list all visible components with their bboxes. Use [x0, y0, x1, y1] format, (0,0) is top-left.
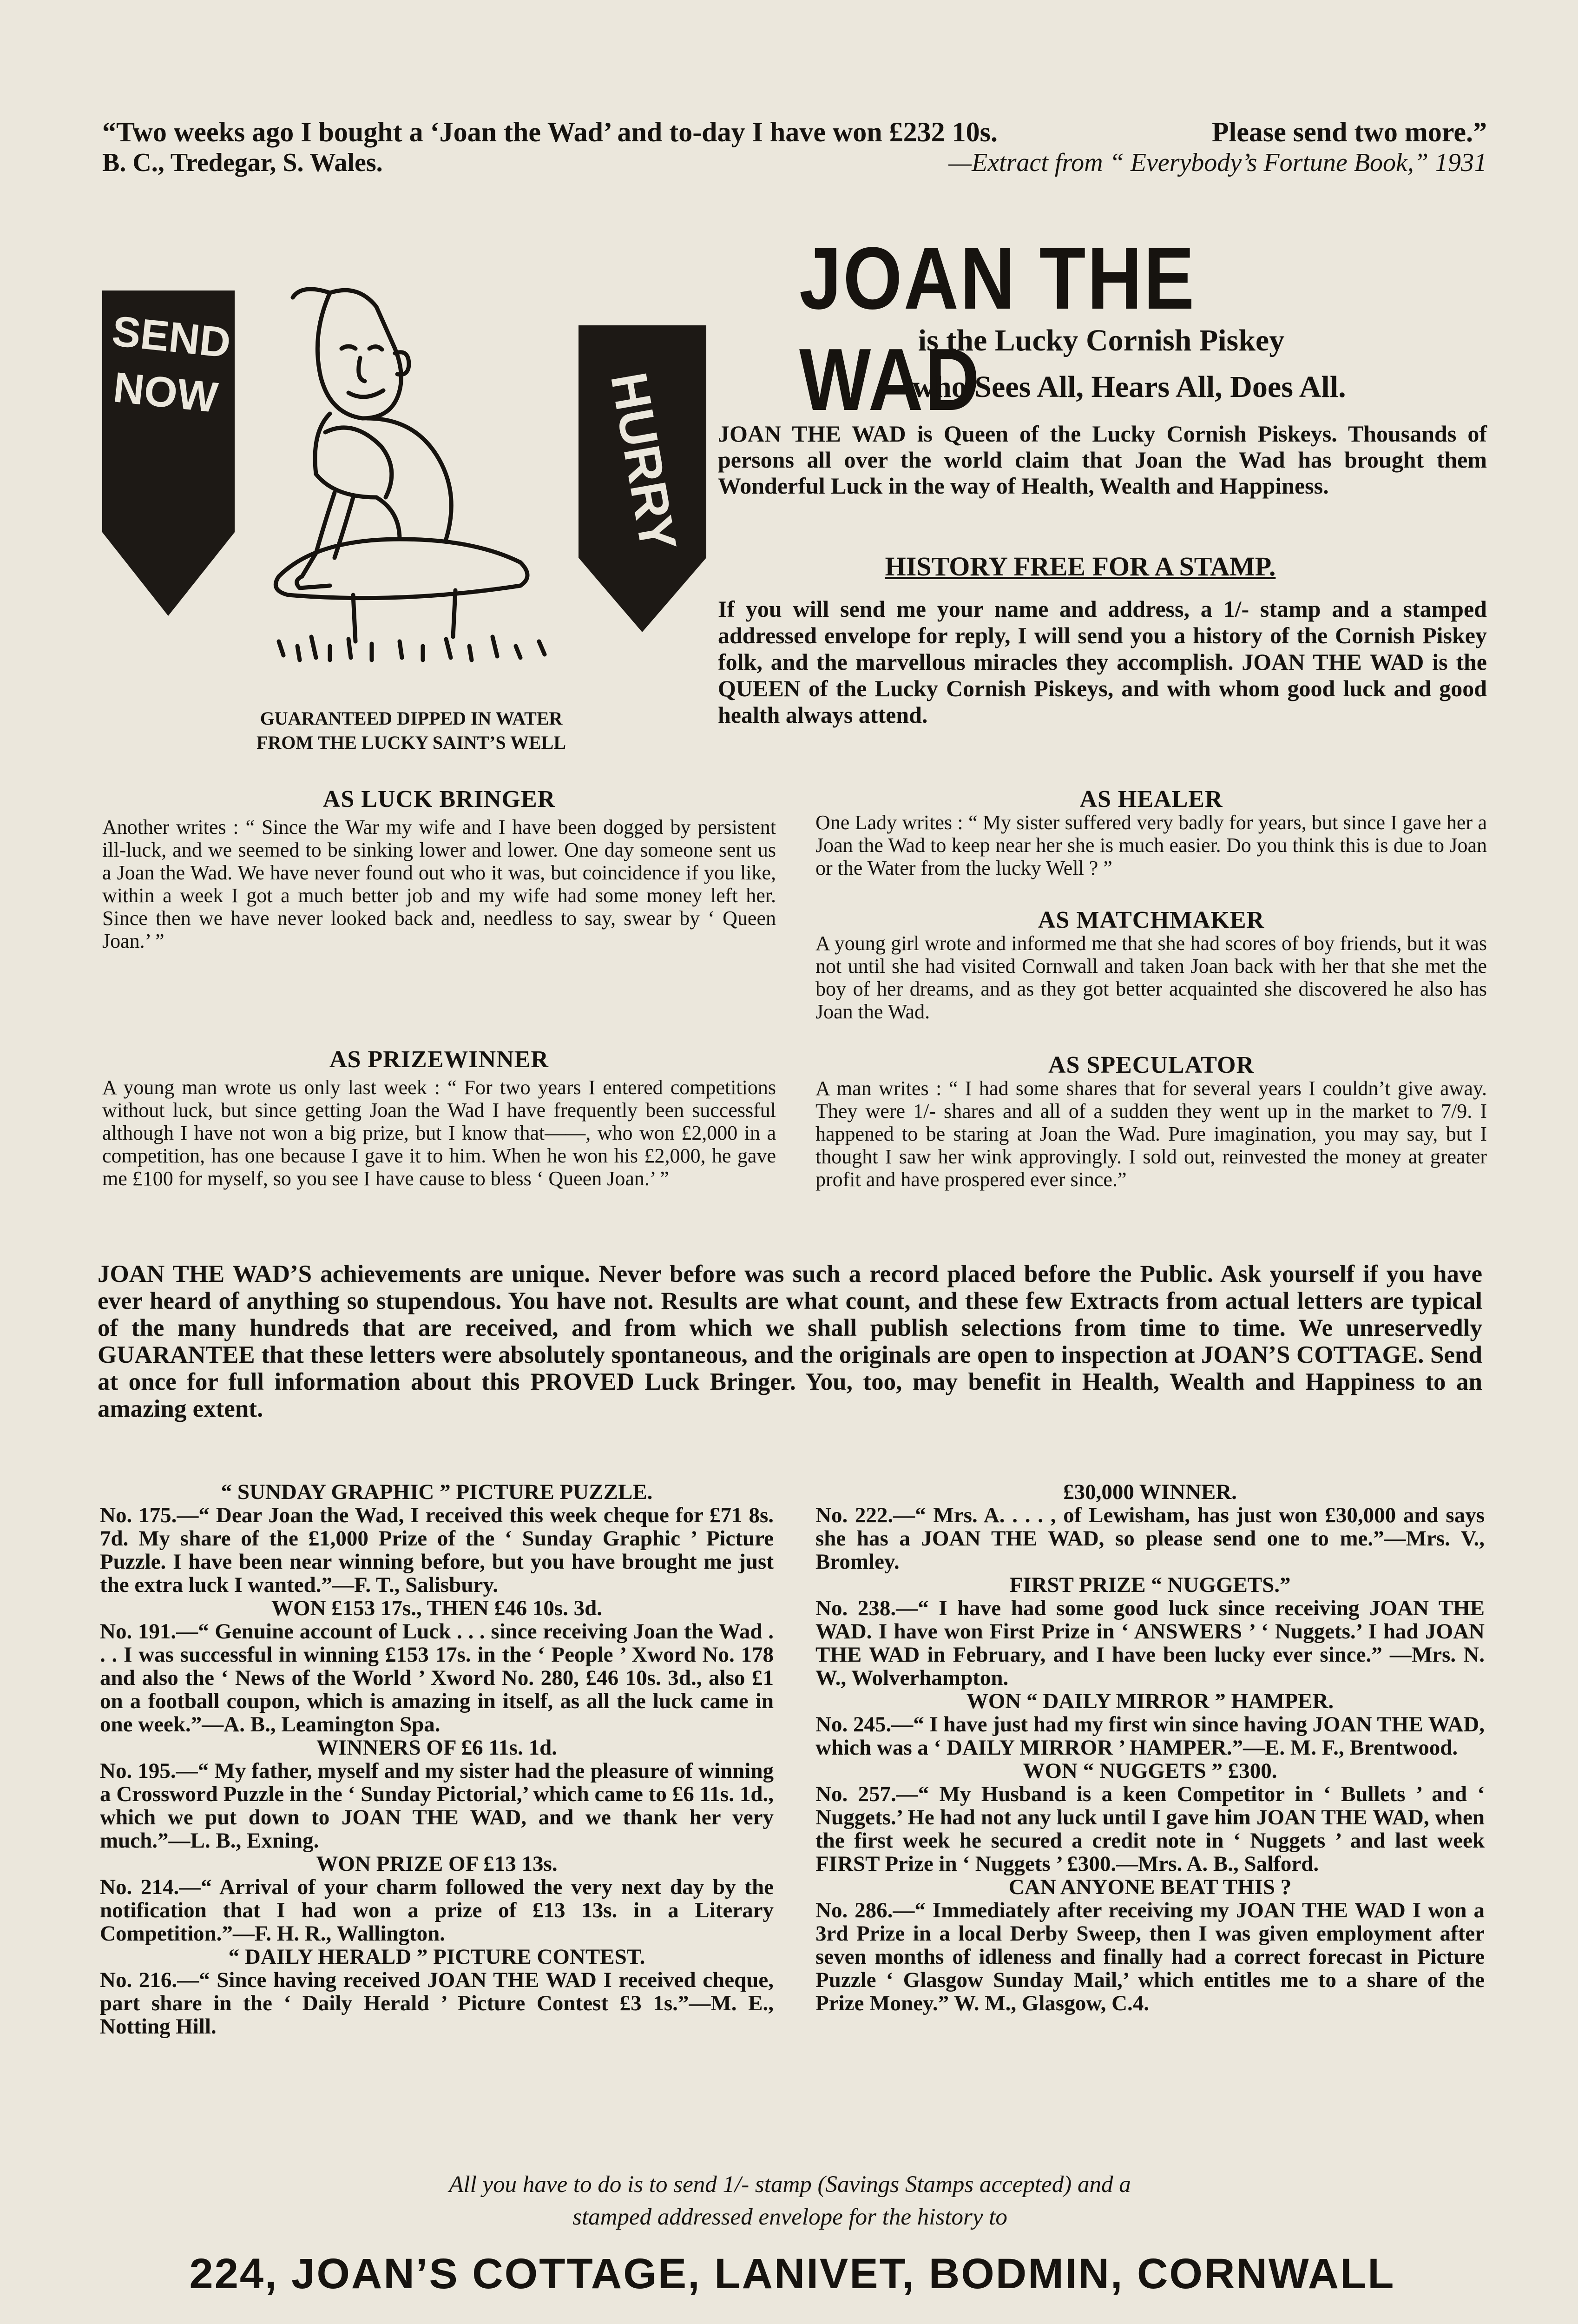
piskey-figure-icon [260, 279, 567, 665]
letter-heading: WON “ DAILY MIRROR ” HAMPER. [966, 1689, 1334, 1713]
luck-bringer-heading: AS LUCK BRINGER [322, 786, 556, 812]
instructions-line-1: All you have to do is to send 1/- stamp (Savings Stamps accepted) and a [449, 2172, 1131, 2198]
letter-heading: WON £153 17s., THEN £46 10s. 3d. [271, 1596, 603, 1620]
healer-heading: AS HEALER [1079, 786, 1223, 812]
quote-text: “Two weeks ago I bought a ‘Joan the Wad’ and to-day I have won £232 10s. [102, 117, 998, 147]
subtitle-line-2: who Sees All, Hears All, Does All. [912, 370, 1346, 404]
hurry-banner [579, 325, 706, 632]
piskey-illustration [260, 279, 567, 665]
letter-text: No. 238.—“ I have had some good luck since receiving JOAN THE WAD. I have won First Prize in ‘ ANSWERS ’ ‘ Nuggets.’ I had JOAN THE WAD in February, and I have been lucky ever since.” —Mrs. N. W., Wolverhampton. [815, 1596, 1485, 1690]
letter-heading: £30,000 WINNER. [1063, 1480, 1237, 1504]
letter-heading: “ SUNDAY GRAPHIC ” PICTURE PUZZLE. [221, 1480, 653, 1504]
caption-line-1: GUARANTEED DIPPED IN WATER [260, 708, 563, 729]
matchmaker-text: A young girl wrote and informed me that she had scores of boy friends, but it was not until she had visited Cornwall and taken Joan back with her that she met the boy of her dreams, and as they got better acquainted she discovered he also has Joan the Wad. [815, 932, 1487, 1023]
letter-text: No. 175.—“ Dear Joan the Wad, I received this week cheque for £71 8s. 7d. My share of the £1,000 Prize of the ‘ Sunday Graphic ’ Picture Puzzle. I have been near winning before, but you have brought me just the extra luck I wanted.”—F. T., Salisbury. [100, 1503, 774, 1597]
speculator-text: A man writes : “ I had some shares that for several years I couldn’t give away. They were 1/- shares and all of a sudden they went up in the market to 7/9. I happened to be staring at Joan the Wad. Pure imagination, you may say, but I thought I saw her wink approvingly. I sold out, reinvested the money at greater profit and have prospered ever since.” [815, 1077, 1487, 1191]
letter-text: No. 191.—“ Genuine account of Luck . . . since receiving Joan the Wad . . . I was successful in winning £153 17s. in the ‘ People ’ Xword No. 178 and also the ‘ News of the World ’ Xword No. 280, £46 10s. 3d., also £1 on a football coupon, which is amazing in itself, as all the luck came in one week.”—A. B., Leamington Spa. [100, 1619, 774, 1736]
letter-heading: “ DAILY HERALD ” PICTURE CONTEST. [228, 1945, 645, 1969]
mailing-address: 224, JOAN’S COTTAGE, LANIVET, BODMIN, CORNWALL [189, 2250, 1395, 2298]
letter-heading: FIRST PRIZE “ NUGGETS.” [1009, 1573, 1291, 1597]
letter-text: No. 195.—“ My father, myself and my sister had the pleasure of winning a Crossword Puzzle in the ‘ Sunday Pictorial,’ which came to £6 11s. 1d., which we put down to JOAN THE WAD, and we thank her very much.”—L. B., Exning. [100, 1759, 774, 1853]
subtitle-line-1: is the Lucky Cornish Piskey [918, 324, 1285, 357]
image-caption [195, 706, 627, 755]
prizewinner-heading: AS PRIZEWINNER [329, 1046, 549, 1073]
quote-request: Please send two more.” [1211, 117, 1487, 147]
luck-bringer-text: Another writes : “ Since the War my wife and I have been dogged by persistent ill-luck, and we seemed to be sinking lower and lower. One day someone sent us a Joan the Wad. We have never found out who it was, but coincidence if you like, within a week I got a much better job and my wife had some money left her. Since then we have never looked back and, needless to say, swear by ‘ Queen Joan.’ ” [102, 816, 776, 952]
letter-text: No. 222.—“ Mrs. A. . . . , of Lewisham, has just won £30,000 and says she has a JOAN THE WAD, so please send one to me.”—Mrs. V., Bromley. [815, 1503, 1485, 1574]
letter-text: No. 257.—“ My Husband is a keen Competitor in ‘ Bullets ’ and ‘ Nuggets.’ He had not any luck until I gave him JOAN THE WAD, when the first week he secured a credit note in ‘ Nuggets ’ and last week FIRST Prize in ‘ Nuggets ’ £300.—Mrs. A. B., Salford. [815, 1782, 1485, 1876]
letter-heading: WON “ NUGGETS ” £300. [1023, 1759, 1277, 1783]
send-now-label: SEND NOW [110, 307, 233, 422]
letter-heading: WINNERS OF £6 11s. 1d. [316, 1736, 557, 1760]
prizewinner-text: A young man wrote us only last week : “ For two years I entered competitions without luck, but since getting Joan the Wad I have frequently been successful although I have not won a big prize, but I know that——, who won £2,000 in a competition, has one because I gave it to him. When he won his £2,000, he gave me £100 for myself, so you see I have cause to bless ‘ Queen Joan.’ ” [102, 1076, 776, 1190]
hurry-label: HURRY [599, 368, 688, 555]
healer-text: One Lady writes : “ My sister suffered very badly for years, but since I gave her a Joan the Wad to keep near her she is much easier. Do you think this is due to Joan or the Water from the lucky Well ? ” [815, 811, 1487, 879]
speculator-heading: AS SPECULATOR [1048, 1052, 1255, 1078]
left-letters-column [100, 1480, 774, 2038]
page-title: JOAN THE WAD [799, 229, 1196, 429]
letter-text: No. 214.—“ Arrival of your charm followed the very next day by the notification that I had won a prize of £13 13s. in a Literary Competition.”—F. H. R., Wallington. [100, 1875, 774, 1946]
history-heading: HISTORY FREE FOR A STAMP. [885, 551, 1276, 581]
quote-source: —Extract from “ Everybody’s Fortune Book,” 1931 [948, 148, 1487, 177]
intro-paragraph: JOAN THE WAD is Queen of the Lucky Cornish Piskeys. Thousands of persons all over the world claim that Joan the Wad has brought them Wonderful Luck in the way of Health, Wealth and Happiness. [718, 421, 1487, 499]
history-paragraph: If you will send me your name and address, a 1/- stamp and a stamped addressed envelope for reply, I will send you a history of the Cornish Piskey folk, and the marvellous miracles they accomplish. JOAN THE WAD is the QUEEN of the Lucky Cornish Piskeys, and with whom good luck and good health always attend. [718, 596, 1487, 728]
send-now-banner [102, 290, 235, 616]
quote-attribution [102, 148, 1487, 178]
letter-heading: WON PRIZE OF £13 13s. [316, 1852, 558, 1876]
top-quote [102, 116, 1487, 148]
quote-from: B. C., Tredegar, S. Wales. [102, 148, 383, 177]
instructions-line-2: stamped addressed envelope for the history to [572, 2204, 1007, 2230]
letter-text: No. 286.—“ Immediately after receiving my JOAN THE WAD I won a 3rd Prize in a local Derby Sweep, then I was given employment after seven months of idleness and finally had a correct forecast in Picture Puzzle ‘ Glasgow Sunday Mail,’ which entitles me to a share of the Prize Money.” W. M., Glasgow, C.4. [815, 1898, 1485, 2015]
letter-heading: CAN ANYONE BEAT THIS ? [1008, 1875, 1292, 1899]
letter-text: No. 245.—“ I have just had my first win since having JOAN THE WAD, which was a ‘ DAILY MIRROR ’ HAMPER.”—E. M. F., Brentwood. [815, 1712, 1485, 1760]
achievements-paragraph: JOAN THE WAD’S achievements are unique. Never before was such a record placed before the Public. Ask yourself if you have ever heard of anything so stupendous. You have not. Results are what count, and these few Extracts from actual letters are typical of the many hundreds that are received, and from which we shall publish selections from time to time. We unreservedly GUARANTEE that these letters were absolutely spontaneous, and the originals are open to inspection at JOAN’S COTTAGE. Send at once for full information about this PROVED Luck Bringer. You, too, may benefit in Health, Wealth and Happiness to an amazing extent. [98, 1261, 1482, 1422]
caption-line-2: FROM THE LUCKY SAINT’S WELL [256, 732, 566, 753]
order-instructions [186, 2168, 1394, 2233]
matchmaker-heading: AS MATCHMAKER [1038, 907, 1265, 933]
right-letters-column [815, 1480, 1485, 2015]
letter-text: No. 216.—“ Since having received JOAN THE WAD I received cheque, part share in the ‘ Daily Herald ’ Picture Contest £3 1s.”—M. E., Notting Hill. [100, 1968, 774, 2039]
